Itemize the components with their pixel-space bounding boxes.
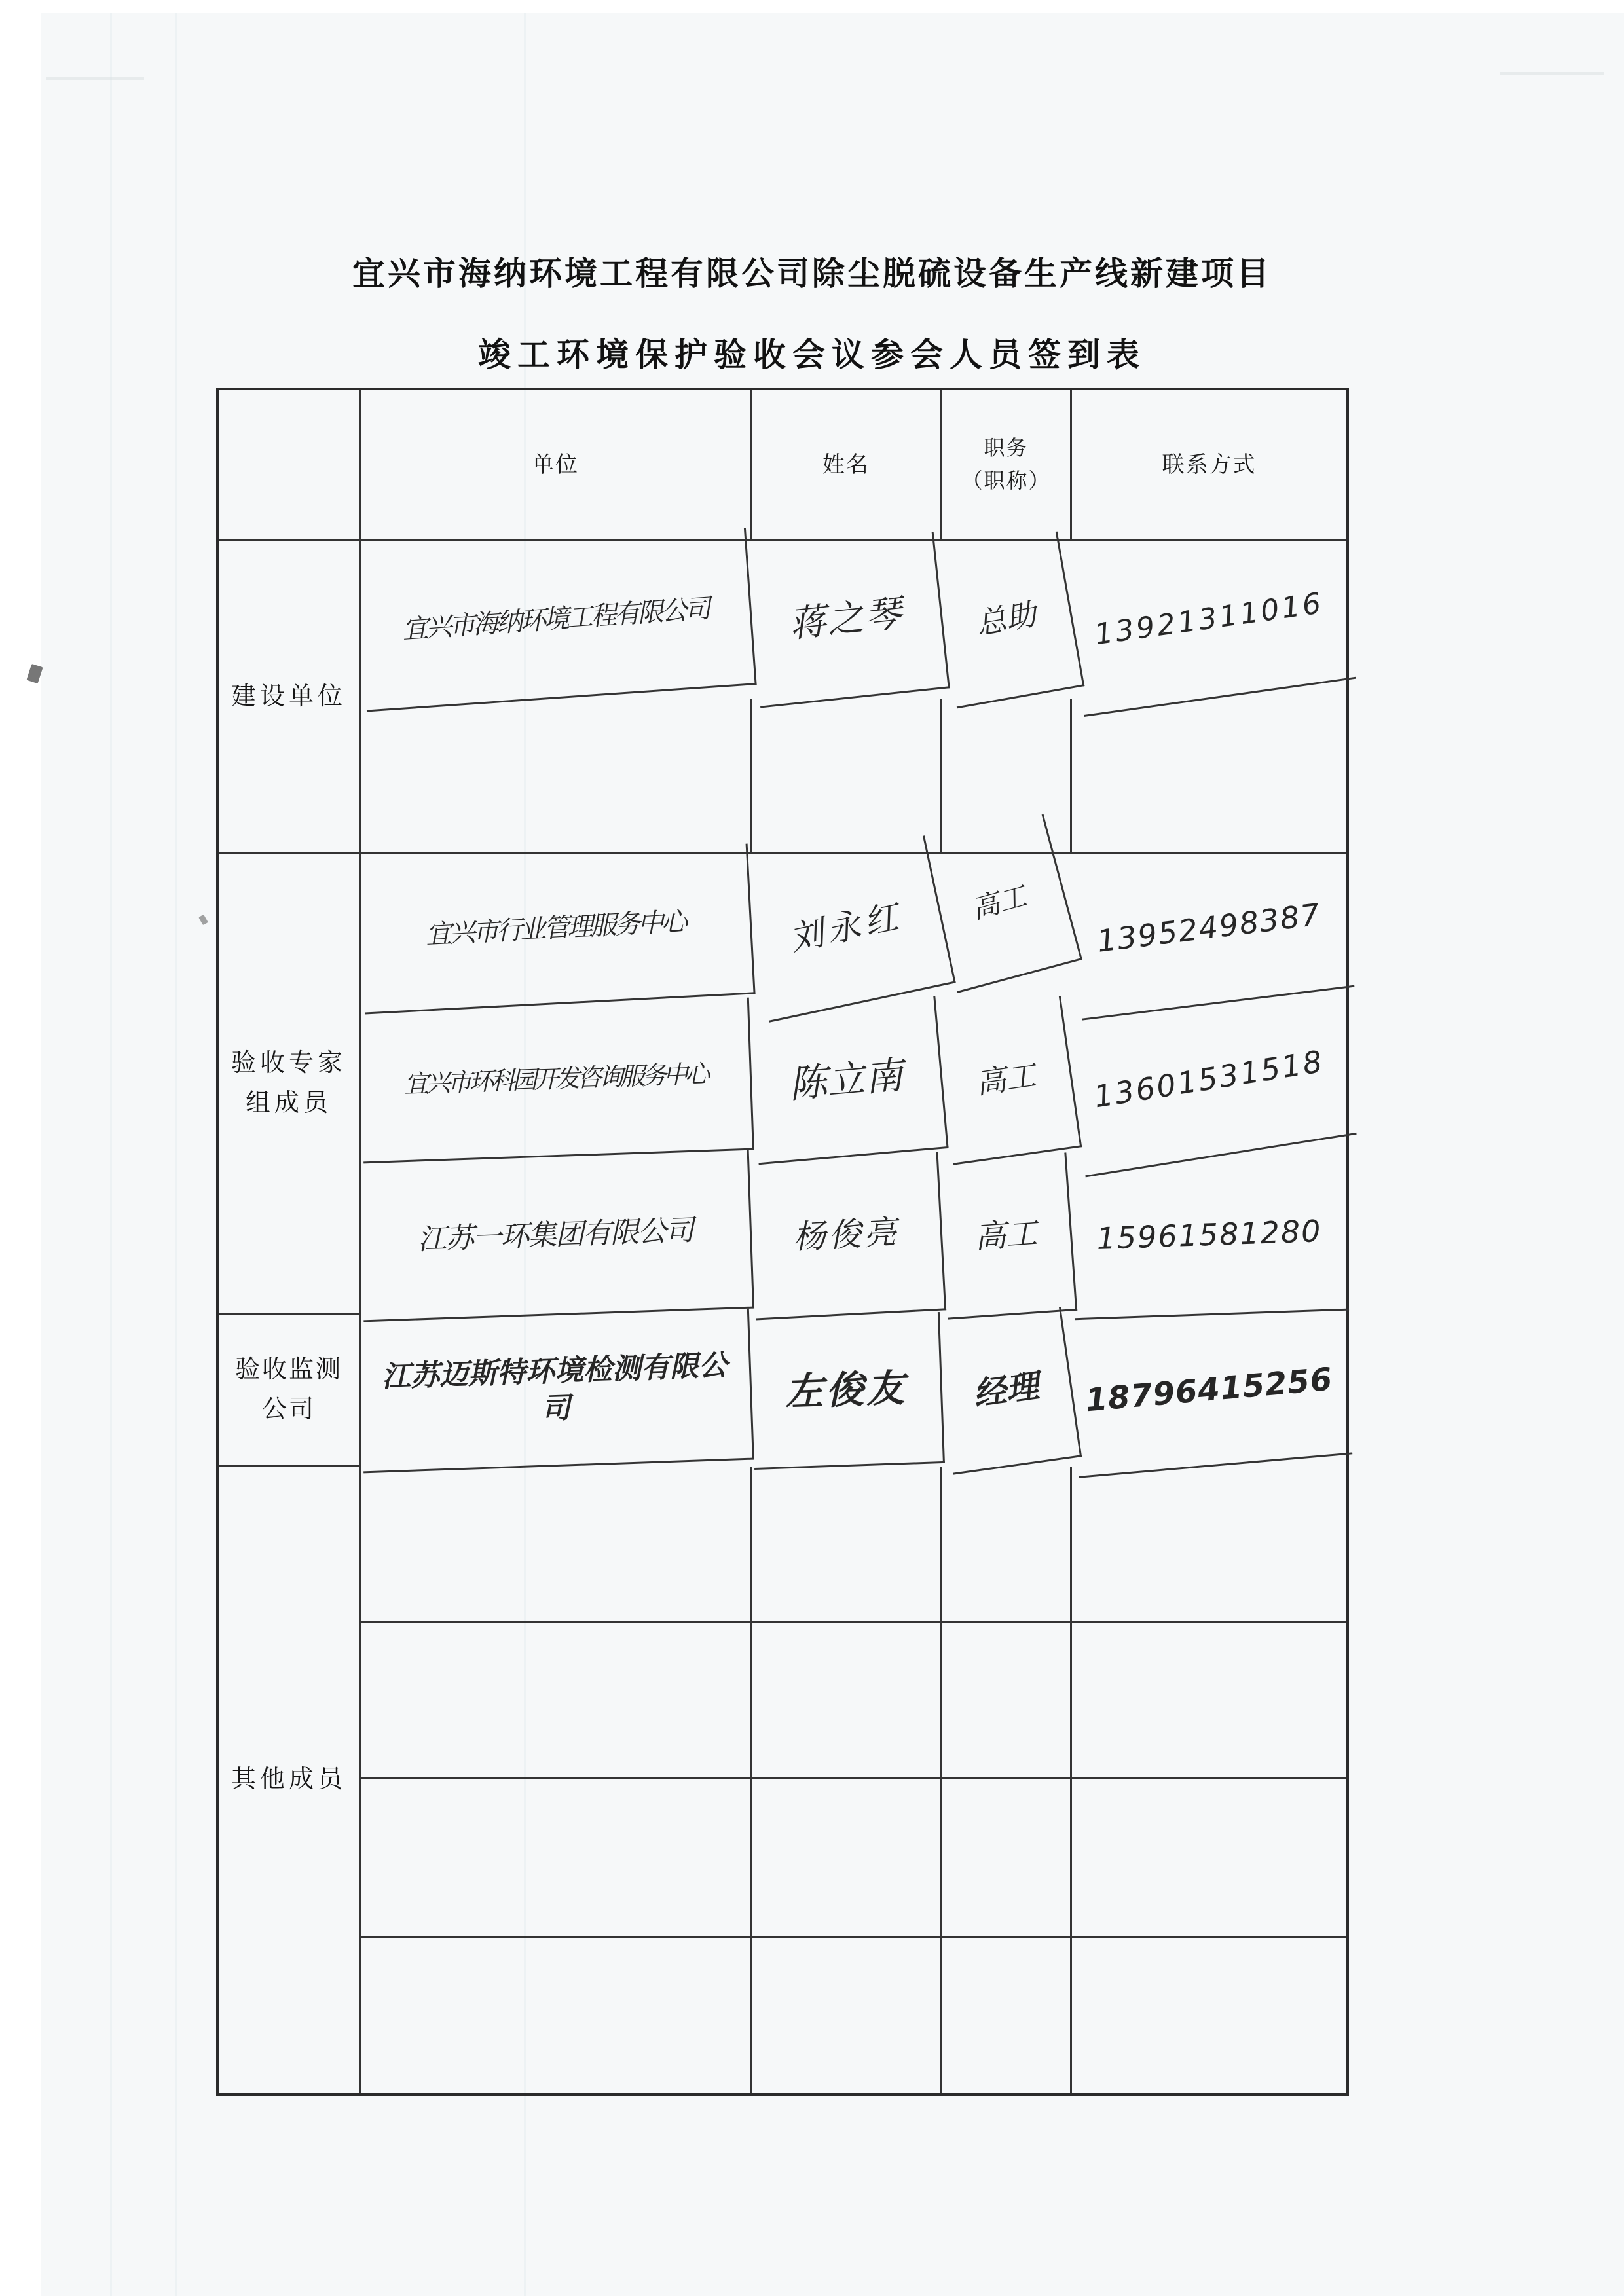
header-unit: 单位 — [361, 390, 752, 541]
empty-signature-cell — [1072, 699, 1346, 854]
document-title-line1: 宜兴市海纳环境工程有限公司除尘脱硫设备生产线新建项目 — [352, 255, 1272, 292]
empty-signature-cell — [1072, 1623, 1346, 1779]
empty-signature-cell — [752, 1779, 942, 1938]
empty-signature-cell — [1072, 1467, 1346, 1623]
handwritten-phone: 13921311016 — [1062, 523, 1356, 717]
document-title-line2: 竣工环境保护验收会议参会人员签到表 — [478, 337, 1146, 373]
empty-signature-cell — [361, 1467, 752, 1623]
empty-signature-cell — [942, 1938, 1072, 2093]
empty-signature-cell — [361, 1623, 752, 1779]
handwritten-phone: 13601531518 — [1061, 984, 1356, 1178]
handwritten-unit: 宜兴市环科园开发咨询服务中心 — [358, 998, 754, 1164]
header-name: 姓名 — [752, 390, 942, 541]
handwritten-name: 陈立南 — [745, 996, 948, 1165]
header-position — [942, 390, 1072, 541]
empty-signature-cell — [752, 699, 942, 854]
empty-signature-cell — [752, 1467, 942, 1623]
handwritten-unit: 江苏迈斯特环境检测有限公司 — [358, 1309, 754, 1474]
handwritten-phone: 13952498387 — [1064, 837, 1355, 1020]
handwritten-name: 刘永红 — [738, 835, 955, 1022]
handwritten-phone: 18796415256 — [1066, 1303, 1353, 1478]
section-label-monitoring-company — [219, 1315, 361, 1467]
section-label-construction-unit: 建设单位 — [219, 541, 361, 854]
handwritten-name: 左俊友 — [749, 1312, 945, 1470]
handwritten-position: 经理 — [932, 1307, 1082, 1474]
header-blank-cell — [219, 390, 361, 541]
header-position-line2: （职称） — [961, 469, 1051, 492]
handwritten-position: 高工 — [937, 1152, 1077, 1319]
header-position-line1: 职务 — [984, 436, 1029, 460]
empty-signature-cell — [1072, 1938, 1346, 2093]
handwritten-unit: 宜兴市海纳环境工程有限公司 — [356, 528, 756, 712]
empty-signature-cell — [361, 1938, 752, 2093]
handwritten-unit: 宜兴市行业管理服务中心 — [357, 844, 755, 1015]
empty-signature-cell — [361, 1779, 752, 1938]
handwritten-position: 高工 — [932, 996, 1082, 1165]
empty-signature-cell — [752, 1938, 942, 2093]
scan-artifact — [46, 77, 144, 80]
empty-signature-cell — [942, 1779, 1072, 1938]
handwritten-position: 总助 — [930, 532, 1085, 709]
handwritten-unit: 江苏一环集团有限公司 — [358, 1150, 754, 1322]
section-label-monitoring-line1: 验收监测 — [234, 1356, 342, 1384]
empty-signature-cell — [1072, 1779, 1346, 1938]
handwritten-name: 蒋之琴 — [744, 532, 950, 708]
section-label-expert-group-line2: 组成员 — [245, 1089, 332, 1117]
header-contact: 联系方式 — [1072, 390, 1346, 541]
empty-signature-cell — [752, 1623, 942, 1779]
handwritten-name: 杨俊亮 — [748, 1152, 946, 1321]
section-label-monitoring-line2: 公司 — [261, 1396, 316, 1423]
section-label-expert-group — [219, 854, 361, 1315]
scan-artifact — [1500, 72, 1604, 75]
section-label-other-members: 其他成员 — [219, 1467, 361, 2093]
empty-signature-cell — [942, 1467, 1072, 1623]
signin-table — [216, 388, 1349, 2096]
section-label-expert-group-line1: 验收专家 — [231, 1049, 346, 1078]
empty-signature-cell — [942, 1623, 1072, 1779]
empty-signature-cell — [361, 699, 752, 854]
handwritten-phone: 15961581280 — [1069, 1152, 1349, 1320]
handwritten-position: 高工 — [918, 814, 1082, 993]
